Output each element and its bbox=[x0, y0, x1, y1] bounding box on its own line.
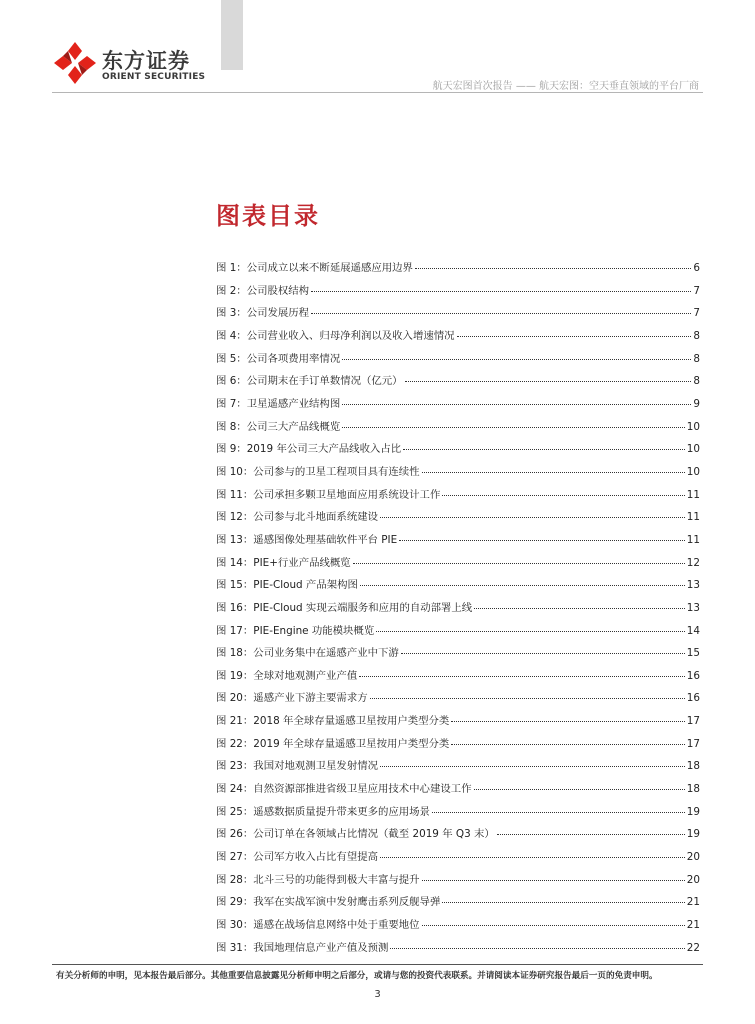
toc-entry-page[interactable]: 20 bbox=[686, 873, 700, 886]
toc-entry-label[interactable]: 图 12：公司参与北斗地面系统建设 bbox=[216, 511, 378, 524]
toc-entry-page[interactable]: 10 bbox=[686, 443, 700, 456]
toc-dot-leader bbox=[451, 744, 684, 745]
toc-entry-page[interactable]: 18 bbox=[686, 783, 700, 796]
toc-entry[interactable] bbox=[216, 576, 700, 599]
toc-entry-page[interactable]: 11 bbox=[686, 533, 700, 546]
toc-dot-leader bbox=[311, 291, 691, 292]
toc-dot-leader bbox=[474, 789, 685, 790]
toc-entry-label[interactable]: 图 18：公司业务集中在遥感产业中下游 bbox=[216, 647, 399, 660]
toc-entry-label[interactable]: 图 4：公司营业收入、归母净利润以及收入增速情况 bbox=[216, 329, 455, 342]
toc-entry-label[interactable]: 图 11：公司承担多颗卫星地面应用系统设计工作 bbox=[216, 488, 441, 501]
toc-entry[interactable] bbox=[216, 848, 700, 871]
toc-entry-page[interactable]: 18 bbox=[686, 760, 700, 773]
toc-entry-label[interactable]: 图 10：公司参与的卫星工程项目具有连续性 bbox=[216, 465, 420, 478]
toc-entry-page[interactable]: 13 bbox=[686, 601, 700, 614]
toc-entry-label[interactable]: 图 20：遥感产业下游主要需求方 bbox=[216, 692, 368, 705]
toc-entry-page[interactable]: 11 bbox=[686, 511, 700, 524]
toc-dot-leader bbox=[390, 948, 684, 949]
toc-entry-label[interactable]: 图 26：公司订单在各领域占比情况（截至 2019 年 Q3 末） bbox=[216, 828, 495, 841]
toc-entry[interactable] bbox=[216, 825, 700, 848]
toc-entry-page[interactable]: 10 bbox=[686, 420, 700, 433]
toc-entry-label[interactable]: 图 27：公司军方收入占比有望提高 bbox=[216, 851, 378, 864]
toc-entry[interactable] bbox=[216, 259, 700, 282]
toc-entry[interactable] bbox=[216, 372, 700, 395]
toc-entry[interactable] bbox=[216, 282, 700, 305]
toc-dot-leader bbox=[422, 472, 685, 473]
toc-entry-label[interactable]: 图 1：公司成立以来不断延展遥感应用边界 bbox=[216, 262, 413, 274]
toc-entry[interactable] bbox=[216, 304, 700, 327]
toc-entry-label[interactable]: 图 15：PIE-Cloud 产品架构图 bbox=[216, 579, 358, 592]
toc-dot-leader bbox=[311, 313, 691, 314]
toc-entry-label[interactable]: 图 21：2018 年全球存量遥感卫星按用户类型分类 bbox=[216, 715, 450, 728]
toc-dot-leader bbox=[422, 880, 685, 881]
toc-entry-page[interactable]: 11 bbox=[686, 488, 700, 501]
toc-dot-leader bbox=[442, 902, 684, 903]
toc-entry-page[interactable]: 12 bbox=[686, 556, 700, 569]
toc-entry[interactable] bbox=[216, 893, 700, 916]
footer-disclaimer: 有关分析师的申明，见本报告最后部分。其他重要信息披露见分析师申明之后部分，或请与您的投资代表联系。并请阅读本证券研究报告最后一页的免责申明。 bbox=[56, 971, 658, 981]
toc-entry-label[interactable]: 图 7：卫星遥感产业结构图 bbox=[216, 397, 341, 410]
toc-entry-page[interactable]: 7 bbox=[693, 284, 700, 297]
toc-entry[interactable] bbox=[216, 486, 700, 509]
toc-dot-leader bbox=[497, 834, 685, 835]
toc-entry-page[interactable]: 10 bbox=[686, 465, 700, 478]
page-number: 3 bbox=[374, 989, 381, 1000]
toc-entry-page[interactable]: 8 bbox=[693, 329, 700, 342]
toc-dot-leader bbox=[380, 517, 685, 518]
toc-entry-label[interactable]: 图 23：我国对地观测卫星发射情况 bbox=[216, 760, 378, 773]
toc-dot-leader bbox=[342, 359, 691, 360]
toc-entry-label[interactable]: 图 17：PIE-Engine 功能模块概览 bbox=[216, 624, 375, 637]
toc-entry[interactable] bbox=[216, 803, 700, 826]
toc-entry-label[interactable]: 图 30：遥感在战场信息网络中处于重要地位 bbox=[216, 919, 420, 932]
toc-entry-page[interactable]: 19 bbox=[686, 828, 700, 841]
toc-entry-label[interactable]: 图 8：公司三大产品线概览 bbox=[216, 420, 341, 433]
toc-entry[interactable] bbox=[216, 463, 700, 486]
toc-entry-label[interactable]: 图 24：自然资源部推进省级卫星应用技术中心建设工作 bbox=[216, 783, 472, 796]
report-title: 航天宏图首次报告 —— 航天宏图：空天垂直领域的平台厂商 bbox=[432, 81, 699, 92]
toc-entry-page[interactable]: 16 bbox=[686, 669, 700, 682]
toc-entry[interactable] bbox=[216, 350, 700, 373]
toc-dot-leader bbox=[401, 653, 685, 654]
toc-entry-label[interactable]: 图 22：2019 年全球存量遥感卫星按用户类型分类 bbox=[216, 737, 450, 750]
toc-entry-label[interactable]: 图 19：全球对地观测产业产值 bbox=[216, 669, 358, 682]
toc-entry-label[interactable]: 图 14：PIE+行业产品线概览 bbox=[216, 556, 351, 569]
toc-entry-page[interactable]: 9 bbox=[693, 397, 700, 410]
toc-entry-page[interactable]: 17 bbox=[686, 715, 700, 728]
toc-entry[interactable] bbox=[216, 531, 700, 554]
logo-english-name: ORIENT SECURITIES bbox=[102, 72, 206, 82]
toc-entry[interactable] bbox=[216, 395, 700, 418]
toc-dot-leader bbox=[353, 563, 685, 564]
toc-dot-leader bbox=[451, 721, 684, 722]
company-logo bbox=[52, 40, 212, 86]
toc-entry[interactable] bbox=[216, 599, 700, 622]
toc-entry-page[interactable]: 15 bbox=[686, 647, 700, 660]
toc-dot-leader bbox=[405, 381, 692, 382]
toc-entry-page[interactable]: 16 bbox=[686, 692, 700, 705]
toc-entry-label[interactable]: 图 13：遥感图像处理基础软件平台 PIE bbox=[216, 533, 398, 546]
toc-entry[interactable] bbox=[216, 554, 700, 577]
header-accent-strip bbox=[221, 0, 243, 70]
toc-entry[interactable] bbox=[216, 508, 700, 531]
toc-entry-page[interactable]: 6 bbox=[693, 262, 700, 274]
toc-dot-leader bbox=[403, 449, 685, 450]
toc-entry-label[interactable]: 图 6：公司期末在手订单数情况（亿元） bbox=[216, 375, 403, 388]
toc-entry-label[interactable]: 图 29：我军在实战军演中发射鹰击系列反舰导弹 bbox=[216, 896, 441, 909]
toc-entry[interactable] bbox=[216, 916, 700, 939]
toc-dot-leader bbox=[360, 585, 685, 586]
toc-entry-label[interactable]: 图 9：2019 年公司三大产品线收入占比 bbox=[216, 443, 402, 456]
section-title: 图表目录 bbox=[216, 202, 320, 230]
toc-entry[interactable] bbox=[216, 622, 700, 645]
toc-entry[interactable] bbox=[216, 712, 700, 735]
toc-dot-leader bbox=[359, 676, 685, 677]
toc-entry-label[interactable]: 图 25：遥感数据质量提升带来更多的应用场景 bbox=[216, 805, 430, 818]
toc-entry-page[interactable]: 21 bbox=[686, 896, 700, 909]
toc-entry-page[interactable]: 13 bbox=[686, 579, 700, 592]
toc-dot-leader bbox=[457, 336, 692, 337]
footer-divider bbox=[52, 964, 703, 965]
toc-entry-page[interactable]: 7 bbox=[693, 307, 700, 320]
toc-entry[interactable] bbox=[216, 757, 700, 780]
toc-entry-label[interactable]: 图 2：公司股权结构 bbox=[216, 284, 310, 297]
orient-logo-icon bbox=[52, 40, 98, 86]
logo-chinese-name: 东方证券 bbox=[102, 49, 190, 73]
toc-dot-leader bbox=[342, 427, 685, 428]
toc-dot-leader bbox=[380, 857, 685, 858]
toc-dot-leader bbox=[380, 766, 685, 767]
toc-entry[interactable] bbox=[216, 780, 700, 803]
toc-entry-page[interactable]: 21 bbox=[686, 919, 700, 932]
toc-dot-leader bbox=[376, 631, 685, 632]
toc-entry-page[interactable]: 17 bbox=[686, 737, 700, 750]
toc-entry[interactable] bbox=[216, 440, 700, 463]
toc-entry[interactable] bbox=[216, 644, 700, 667]
toc-entry[interactable] bbox=[216, 667, 700, 690]
toc-entry[interactable] bbox=[216, 689, 700, 712]
toc-entry[interactable] bbox=[216, 327, 700, 350]
toc-entry-label[interactable]: 图 31：我国地理信息产业产值及预测 bbox=[216, 941, 389, 954]
toc-dot-leader bbox=[342, 404, 691, 405]
toc-entry-label[interactable]: 图 28：北斗三号的功能得到极大丰富与提升 bbox=[216, 873, 420, 886]
toc-dot-leader bbox=[422, 925, 685, 926]
toc-entry-label[interactable]: 图 5：公司各项费用率情况 bbox=[216, 352, 341, 365]
toc-entry-page[interactable]: 14 bbox=[686, 624, 700, 637]
toc-entry-page[interactable]: 8 bbox=[693, 352, 700, 365]
toc-dot-leader bbox=[432, 812, 685, 813]
toc-entry-label[interactable]: 图 3：公司发展历程 bbox=[216, 307, 310, 320]
toc-entry-page[interactable]: 8 bbox=[693, 375, 700, 388]
toc-dot-leader bbox=[442, 495, 684, 496]
header-divider bbox=[52, 92, 703, 93]
toc-entry[interactable] bbox=[216, 871, 700, 894]
toc-entry-page[interactable]: 22 bbox=[686, 941, 700, 954]
toc-dot-leader bbox=[474, 608, 685, 609]
toc-dot-leader bbox=[370, 698, 685, 699]
toc-dot-leader bbox=[399, 540, 685, 541]
toc-dot-leader bbox=[415, 268, 691, 269]
toc-entry[interactable] bbox=[216, 939, 700, 962]
toc-entry-page[interactable]: 20 bbox=[686, 851, 700, 864]
figure-toc bbox=[216, 259, 700, 961]
toc-entry[interactable] bbox=[216, 735, 700, 758]
toc-entry-label[interactable]: 图 16：PIE-Cloud 实现云端服务和应用的自动部署上线 bbox=[216, 601, 473, 614]
toc-entry-page[interactable]: 19 bbox=[686, 805, 700, 818]
toc-entry[interactable] bbox=[216, 418, 700, 441]
